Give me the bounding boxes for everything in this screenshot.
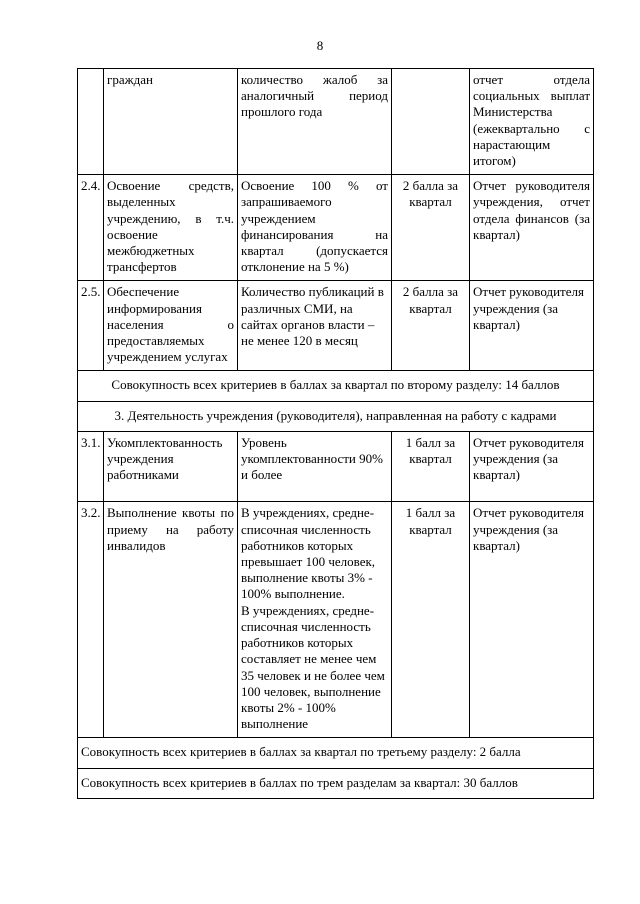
indicator-cell: Освоение 100 % от запрашиваемого учреждением финансирования на квартал (допускается отклонение на 5 %) [238,175,392,281]
score-cell: 1 балл за квартал [392,431,470,502]
score-cell [392,69,470,175]
table-row [78,502,594,738]
score-cell: 2 балла за квартал [392,281,470,371]
source-cell: отчет отдела социальных выплат Министерства (ежеквартально с нарастающим итогом) [470,69,594,175]
row-number-cell: 2.4. [78,175,104,281]
score-cell: 2 балла за квартал [392,175,470,281]
table-row [78,69,594,175]
score-cell: 1 балл за квартал [392,502,470,738]
section-3-total: Совокупность всех критериев в баллах за квартал по третьему разделу: 2 балла [78,738,594,768]
indicator-part-1: В учреждениях, средне-списочная численность работников которых превышает 100 человек, выполнение квоты 3% - 100% выполнение. [241,505,376,602]
page-number: 8 [316,38,324,53]
row-number-cell: 3.2. [78,502,104,738]
grand-total: Совокупность всех критериев в баллах по трем разделам за квартал: 30 баллов [78,768,594,798]
table-row [78,431,594,502]
table-row [78,281,594,371]
table-row [78,738,594,768]
source-cell: Отчет руководителя учреждения, отчет отдела финансов (за квартал) [470,175,594,281]
indicator-part-2: В учреждениях, средне-списочная численность работников которых составляет не менее чем 35 человек и не более чем 100 человек, выполнение квоты 2% - 100% выполнение [241,602,385,732]
row-number-cell [78,69,104,175]
indicator-cell: количество жалоб за аналогичный период прошлого года [238,69,392,175]
row-number-cell: 3.1. [78,431,104,502]
criterion-name-cell: Укомплектованность учреждения работниками [104,431,238,502]
source-cell: Отчет руководителя учреждения (за квартал) [470,431,594,502]
source-cell: Отчет руководителя учреждения (за квартал) [470,281,594,371]
table-row [78,401,594,431]
criterion-name-cell: граждан [104,69,238,175]
criterion-name-cell: Освоение средств, выделенных учреждению, в т.ч. освоение межбюджетных трансфертов [104,175,238,281]
indicator-cell: Количество публикаций в различных СМИ, на сайтах органов власти – не менее 120 в месяц [238,281,392,371]
indicator-cell [238,502,392,738]
section-2-total: Совокупность всех критериев в баллах за квартал по второму разделу: 14 баллов [78,371,594,401]
section-3-heading: 3. Деятельность учреждения (руководителя), направленная на работу с кадрами [78,401,594,431]
table-row [78,371,594,401]
table-row [78,175,594,281]
row-number-cell: 2.5. [78,281,104,371]
criterion-name-cell: Обеспечение информирования населения о предоставляемых учреждением услугах [104,281,238,371]
indicator-cell: Уровень укомплектованности 90% и более [238,431,392,502]
source-cell: Отчет руководителя учреждения (за квартал) [470,502,594,738]
table-row [78,768,594,798]
criteria-table [77,68,594,799]
criterion-name-cell: Выполнение квоты по приему на работу инвалидов [104,502,238,738]
